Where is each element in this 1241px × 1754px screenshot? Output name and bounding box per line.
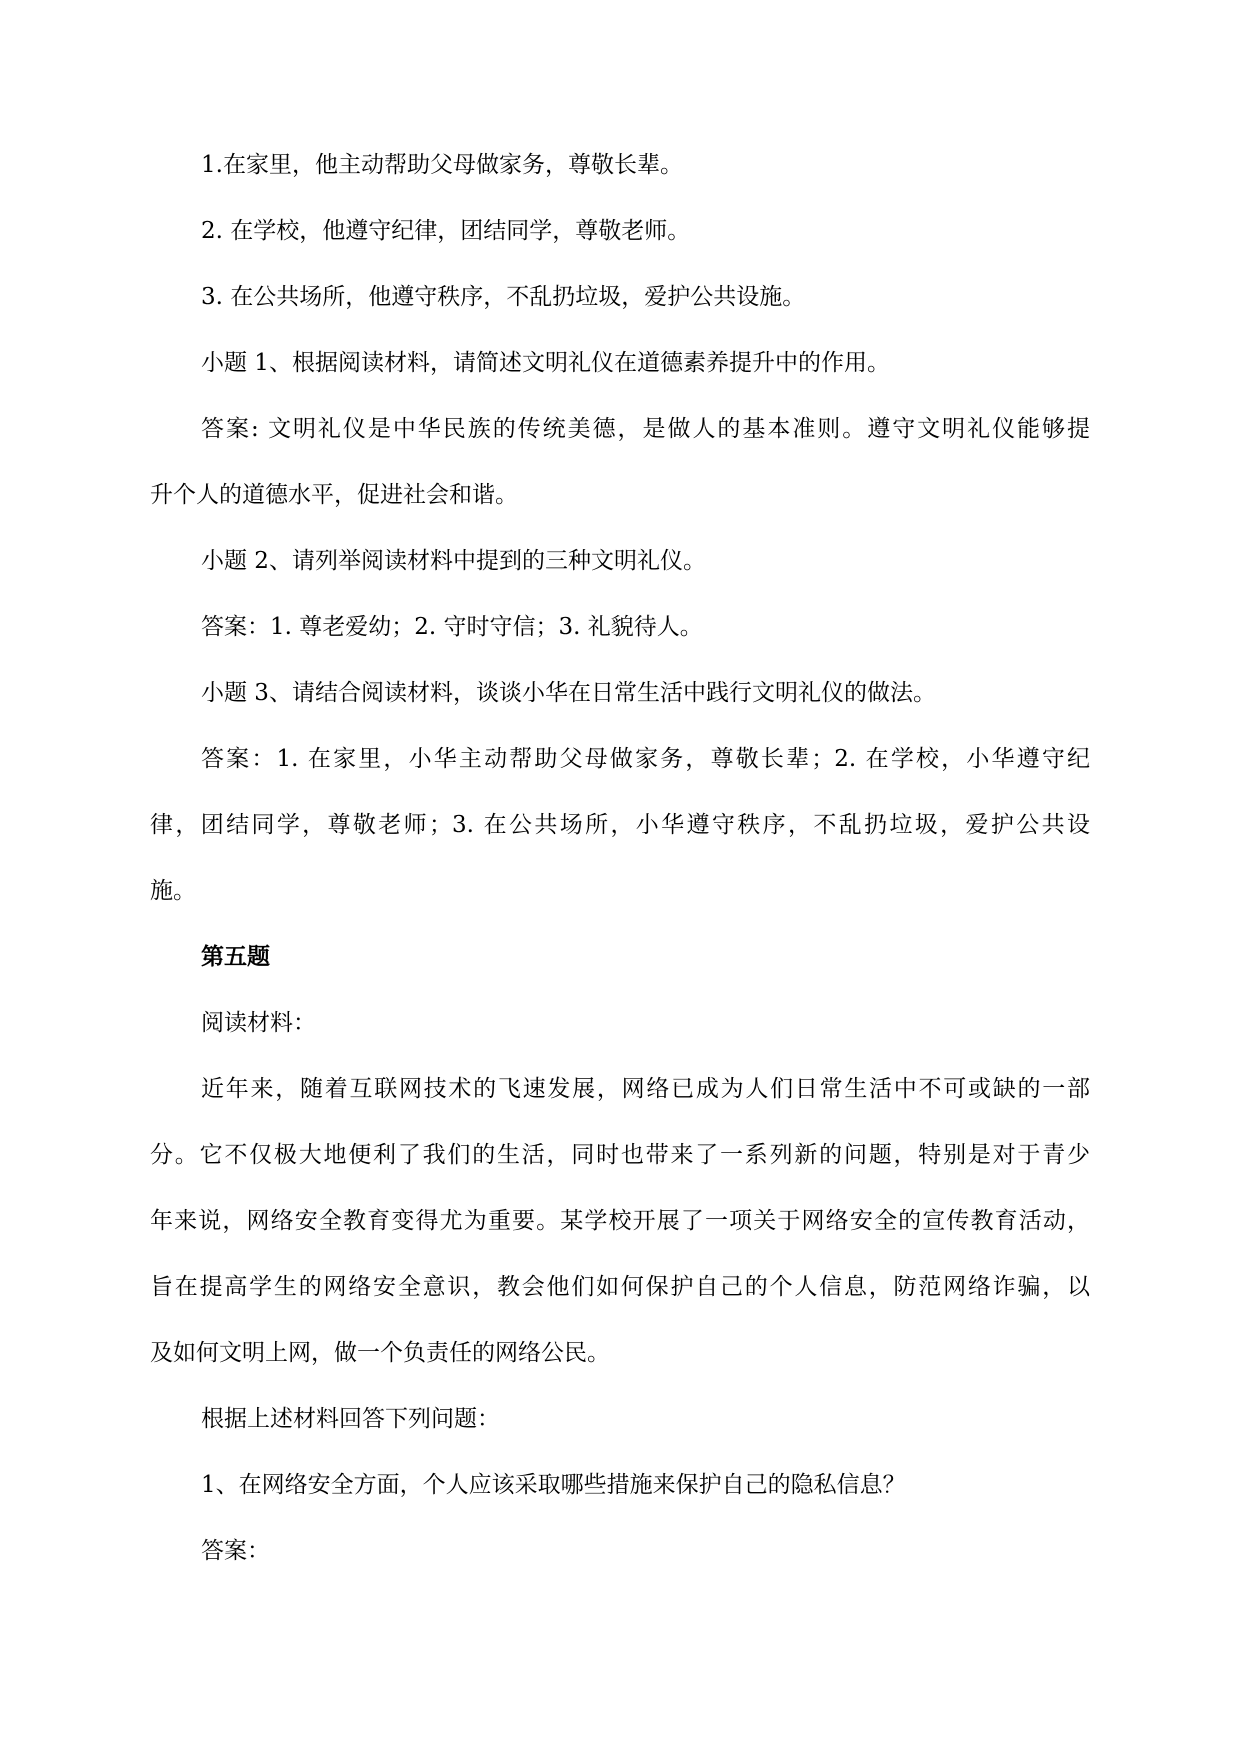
question-1: 小题 1、根据阅读材料，请简述文明礼仪在道德素养提升中的作用。 <box>201 350 890 376</box>
passage-line-5: 及如何文明上网，做一个负责任的网络公民。 <box>150 1340 610 1366</box>
list-item-home: 1.在家里，他主动帮助父母做家务，尊敬长辈。 <box>201 152 683 178</box>
passage-line-2: 分。它不仅极大地便利了我们的生活，同时也带来了一系列新的问题，特别是对于青少 <box>150 1142 1090 1168</box>
answer-3-line-1: 答案：1. 在家里，小华主动帮助父母做家务，尊敬长辈；2. 在学校，小华遵守纪 <box>201 746 1090 772</box>
answer-2: 答案：1. 尊老爱幼；2. 守时守信；3. 礼貌待人。 <box>201 614 703 640</box>
reading-material-label: 阅读材料： <box>201 1010 316 1036</box>
list-item-public: 3. 在公共场所，他遵守秩序，不乱扔垃圾，爱护公共设施。 <box>201 284 806 310</box>
passage-line-4: 旨在提高学生的网络安全意识，教会他们如何保护自己的个人信息，防范网络诈骗，以 <box>150 1274 1090 1300</box>
answer-3-line-2: 律，团结同学，尊敬老师；3. 在公共场所，小华遵守秩序，不乱扔垃圾，爱护公共设 <box>150 812 1090 838</box>
instruction: 根据上述材料回答下列问题： <box>201 1406 500 1432</box>
answer-1-line-2: 升个人的道德水平，促进社会和谐。 <box>150 482 518 508</box>
answer-3-line-3: 施。 <box>150 878 196 904</box>
question-5-1: 1、在网络安全方面，个人应该采取哪些措施来保护自己的隐私信息？ <box>201 1472 906 1498</box>
question-3: 小题 3、请结合阅读材料，谈谈小华在日常生活中践行文明礼仪的做法。 <box>201 680 936 706</box>
section-heading-5: 第五题 <box>201 944 270 970</box>
question-2: 小题 2、请列举阅读材料中提到的三种文明礼仪。 <box>201 548 706 574</box>
list-item-school: 2. 在学校，他遵守纪律，团结同学，尊敬老师。 <box>201 218 691 244</box>
answer-1-line-1: 答案: 文明礼仪是中华民族的传统美德，是做人的基本准则。遵守文明礼仪能够提 <box>201 416 1090 442</box>
passage-line-3: 年来说，网络安全教育变得尤为重要。某学校开展了一项关于网络安全的宣传教育活动， <box>150 1208 1090 1234</box>
answer-5-1-label: 答案： <box>201 1538 270 1564</box>
passage-line-1: 近年来，随着互联网技术的飞速发展，网络已成为人们日常生活中不可或缺的一部 <box>201 1076 1090 1102</box>
